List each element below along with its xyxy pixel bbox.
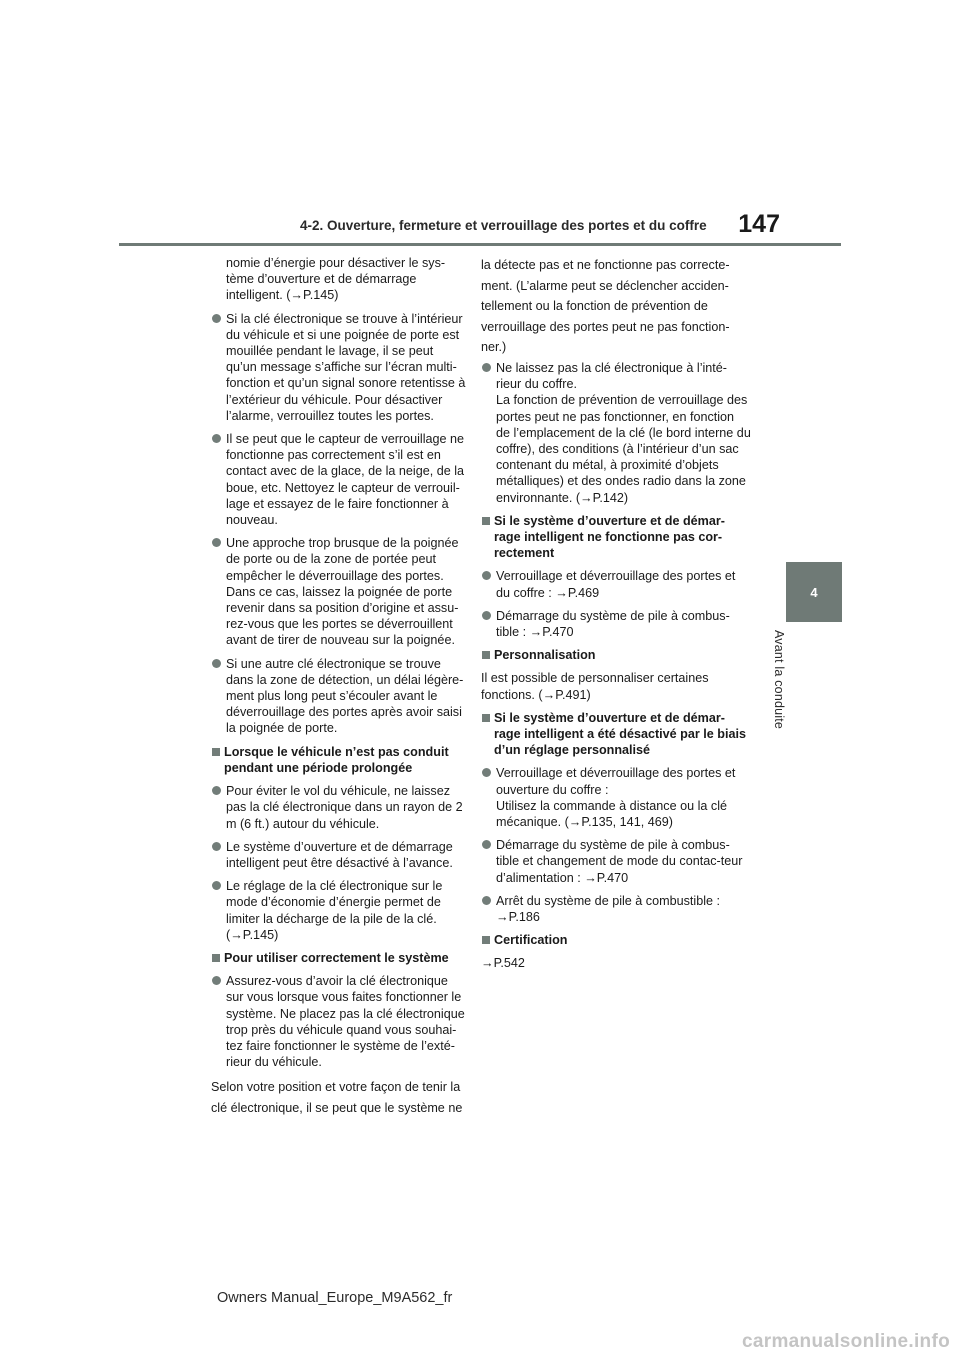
bullet-item bbox=[211, 839, 467, 871]
bullet-dot-icon bbox=[482, 768, 491, 777]
block-text: Certification bbox=[494, 933, 568, 948]
block-text: →P.542 bbox=[481, 956, 525, 971]
left-column bbox=[211, 255, 467, 1121]
bullet-item bbox=[211, 431, 467, 528]
heading-square-icon bbox=[482, 936, 490, 944]
block-text: Si le système d’ouverture et de démar-rage intelligent a été désactivé par le biais d’un réglage personnalisé bbox=[494, 710, 746, 758]
heading-square-icon bbox=[482, 517, 490, 525]
manual-id-footer: Owners Manual_Europe_M9A562_fr bbox=[217, 1290, 453, 1306]
paragraph bbox=[211, 1077, 467, 1118]
block-text: nomie d’énergie pour désactiver le sys-tème d’ouverture et de démarrage intelligent. (→P.145) bbox=[226, 256, 446, 303]
block-text: Il se peut que le capteur de verrouillage ne fonctionne pas correctement s’il est en contact avec de la glace, de la neige, de la boue, etc. Nettoyez le capteur de verrouil-lage et essayez de le faire fonctionner à nouveau. bbox=[226, 432, 465, 528]
paragraph bbox=[226, 255, 467, 304]
heading-square-icon bbox=[212, 954, 220, 962]
header-divider bbox=[119, 243, 841, 246]
block-text: Si le système d’ouverture et de démar-rage intelligent ne fonctionne pas cor-rectement bbox=[494, 513, 725, 561]
bullet-item bbox=[481, 568, 751, 600]
bullet-item bbox=[211, 973, 467, 1070]
bullet-item bbox=[481, 893, 751, 925]
heading-square-icon bbox=[482, 651, 490, 659]
block-text: Lorsque le véhicule n’est pas conduit pendant une période prolongée bbox=[224, 744, 449, 775]
block-text: Si une autre clé électronique se trouve dans la zone de détection, un délai légère-ment plus long peut s’écouler avant le déverrouillage des portes après avoir saisi la poignée de porte. bbox=[226, 656, 464, 736]
block-text: Démarrage du système de pile à combus-tible et changement de mode du contac-teur d’alimentation : →P.470 bbox=[496, 838, 743, 885]
block-text: Pour éviter le vol du véhicule, ne laissez pas la clé électronique dans un rayon de 2 m (6 ft.) autour du véhicule. bbox=[226, 784, 463, 831]
block-text: Assurez-vous d’avoir la clé électronique sur vous lorsque vous faites fonctionner le système. Ne placez pas la clé électronique trop près du véhicule quand vous souhai-tez faire fonctionner le système de l’exté-rieur du véhicule. bbox=[226, 974, 465, 1070]
section-title: 4-2. Ouverture, fermeture et verrouillage des portes et du coffre bbox=[300, 218, 707, 233]
block-text: Le réglage de la clé électronique sur le mode d’économie d’énergie permet de limiter la décharge de la pile de la clé. (→P.145) bbox=[226, 879, 443, 942]
bullet-dot-icon bbox=[212, 314, 221, 323]
block-text: Verrouillage et déverrouillage des portes et ouverture du coffre : Utilisez la commande à distance ou la clé mécanique. (→P.135, 141, 469) bbox=[496, 766, 736, 830]
paragraph bbox=[481, 670, 751, 702]
bullet-dot-icon bbox=[212, 842, 221, 851]
block-text: Démarrage du système de pile à combus-tible : →P.470 bbox=[496, 608, 730, 640]
chapter-number: 4 bbox=[810, 584, 818, 600]
heading-square-icon bbox=[482, 714, 490, 722]
bullet-item bbox=[211, 535, 467, 648]
bullet-item bbox=[211, 878, 467, 943]
bullet-item bbox=[481, 837, 751, 886]
bullet-dot-icon bbox=[482, 363, 491, 372]
page-number: 147 bbox=[738, 210, 780, 238]
bullet-item bbox=[481, 608, 751, 640]
bullet-item bbox=[211, 783, 467, 832]
watermark: carmanualsonline.info bbox=[742, 1331, 950, 1352]
chapter-label bbox=[772, 630, 804, 750]
bullet-item bbox=[481, 360, 751, 506]
bullet-dot-icon bbox=[482, 571, 491, 580]
block-text: Pour utiliser correctement le système bbox=[224, 950, 449, 965]
block-text: Une approche trop brusque de la poignée de porte ou de la zone de portée peut empêcher le déverrouillage des portes. Dans ce cas, laissez la poignée de porte revenir dans sa position d’origine et assu-rez-vous que les portes se déverrouillent avant de tirer de nouveau sur la poignée. bbox=[226, 536, 459, 648]
block-text: la détecte pas et ne fonctionne pas correcte-ment. (L’alarme peut se déclencher acciden-tellement ou la fonction de prévention de verrouillage des portes peut ne pas fonction-ner.) bbox=[481, 258, 730, 355]
bullet-dot-icon bbox=[212, 786, 221, 795]
paragraph bbox=[481, 255, 751, 358]
block-text: Ne laissez pas la clé électronique à l’inté-rieur du coffre. La fonction de prévention de verrouillage des portes peut ne pas fonctionner, en fonction de l’emplacement de la clé (le bord interne du coffre), des conditions (à l’intérieur d’un sac contenant du métal, à proximité d’objets métalliques) et des ondes radio dans la zone environnante. (→P.142) bbox=[496, 360, 751, 505]
bullet-item bbox=[481, 765, 751, 830]
bullet-dot-icon bbox=[482, 896, 491, 905]
bullet-dot-icon bbox=[212, 659, 221, 668]
block-text: Verrouillage et déverrouillage des portes et du coffre : →P.469 bbox=[496, 569, 736, 600]
section-heading bbox=[481, 710, 751, 759]
bullet-dot-icon bbox=[212, 976, 221, 985]
chapter-tab bbox=[786, 562, 842, 622]
bullet-dot-icon bbox=[212, 881, 221, 890]
block-text: Selon votre position et votre façon de tenir la clé électronique, il se peut que le système ne bbox=[211, 1080, 463, 1115]
chapter-label-text: Avant la conduite bbox=[772, 630, 786, 730]
bullet-dot-icon bbox=[482, 840, 491, 849]
paragraph bbox=[481, 955, 751, 971]
block-text: Si la clé électronique se trouve à l’intérieur du véhicule et si une poignée de porte est mouillée pendant le lavage, il se peut qu’un message s’affiche sur l’écran multi-fonction et qu’un signal sonore retentisse à l’extérieur du véhicule. Pour désactiver l’alarme, verrouillez toutes les portes. bbox=[226, 311, 466, 423]
section-heading bbox=[481, 647, 751, 663]
bullet-dot-icon bbox=[212, 538, 221, 547]
section-heading bbox=[211, 744, 467, 776]
bullet-dot-icon bbox=[212, 434, 221, 443]
block-text: Arrêt du système de pile à combustible : →P.186 bbox=[496, 893, 720, 925]
block-text: Il est possible de personnaliser certaines fonctions. (→P.491) bbox=[481, 671, 709, 702]
block-text: Personnalisation bbox=[494, 648, 596, 663]
section-heading bbox=[211, 950, 467, 966]
section-heading bbox=[481, 513, 751, 562]
bullet-item bbox=[211, 311, 467, 424]
bullet-item bbox=[211, 656, 467, 737]
bullet-dot-icon bbox=[482, 611, 491, 620]
block-text: Le système d’ouverture et de démarrage intelligent peut être désactivé à l’avance. bbox=[226, 839, 453, 870]
section-heading bbox=[481, 932, 751, 948]
heading-square-icon bbox=[212, 748, 220, 756]
right-column bbox=[481, 255, 751, 979]
